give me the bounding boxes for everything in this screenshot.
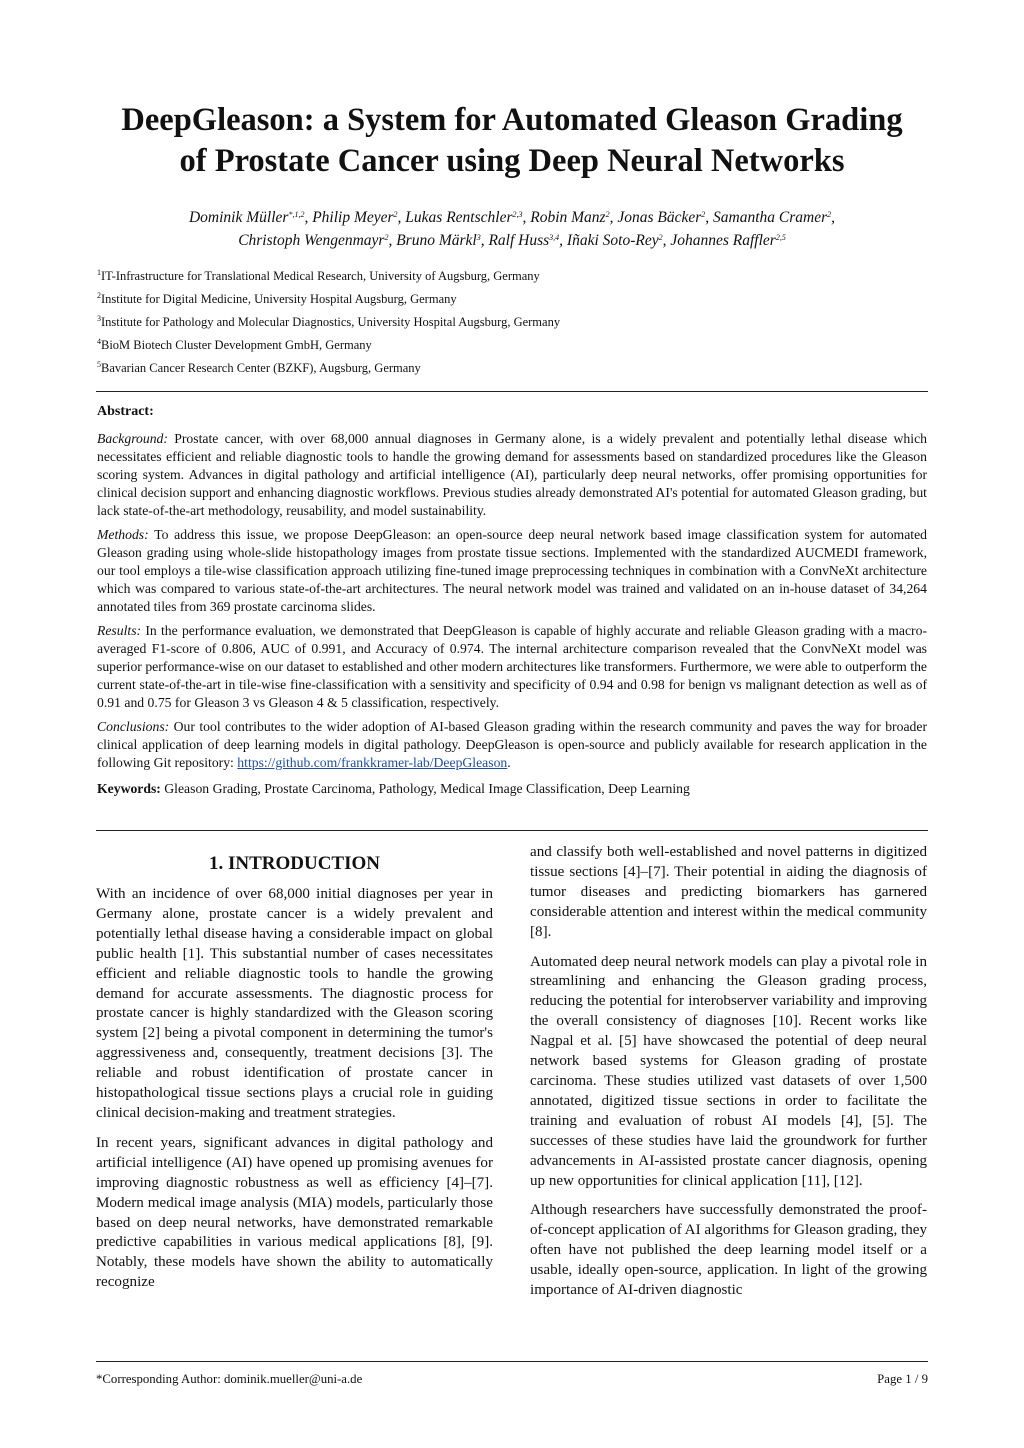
author-list xyxy=(60,206,964,252)
paragraph: With an incidence of over 68,000 initial diagnoses per year in Germany alone, prostate cancer is a widely prevalent and potentially lethal disease having a considerable impact on global public health [1]. This substantial number of cases necessitates efficient and reliable diagnostic tools to handle the growing demand for accurate assessments. The diagnostic process for prostate cancer is highly standardized with the Gleason scoring system [2] being a pivotal component in determining the tumor's aggressiveness and, consequently, treatment decisions [3]. The reliable and robust identification of prostate cancer in histopathological tissue sections plays a crucial role in guiding clinical decision-making and treatment strategies. xyxy=(96,886,493,1121)
title-line: DeepGleason: a System for Automated Gleason Grading xyxy=(121,102,903,138)
affiliation: $^2$Institute for Digital Medicine, University Hospital Augsburg, Germany xyxy=(97,291,457,306)
abstract-methods: Methods: To address this issue, we propose DeepGleason: an open-source deep neural network based image classification system for automated Gleason grading using whole-slide histopathology images from prostate tissue sections. Implemented with the standardized AUCMEDI framework, our tool employs a tile-wise classification approach utilizing fine-tuned image preprocessing techniques in combination with a ConvNeXt architecture which was compared to various state-of-the-art architectures. The neural network model was trained and validated on an in-house dataset of 34,264 annotated tiles from 369 prostate carcinoma slides. xyxy=(97,527,927,614)
divider xyxy=(96,830,928,831)
page-number: Page 1 / 9 xyxy=(877,1372,928,1386)
author: Ralf Huss$^{3,4}$, xyxy=(488,232,567,249)
affiliation: $^5$Bavarian Cancer Research Center (BZKF), Augsburg, Germany xyxy=(97,360,421,375)
author: Bruno Märkl$^3$, xyxy=(396,232,489,249)
author: Jonas Bäcker$^2$, xyxy=(617,209,714,226)
author-line xyxy=(60,229,964,252)
author: Dominik Müller$^{*,1,2}$, xyxy=(188,209,313,226)
affiliation: $^1$IT-Infrastructure for Translational Medical Research, University of Augsburg, Germany xyxy=(97,268,540,283)
paragraph: Although researchers have successfully demonstrated the proof-of-concept application of AI algorithms for Gleason grading, they often have not published the deep learning model itself or a usable, ideally open-source, application. In light of the growing importance of AI-driven diagnostic xyxy=(530,1202,927,1299)
author: Christoph Wengenmayr$^2$, xyxy=(238,232,397,249)
left-column xyxy=(96,852,493,1303)
section-heading: 1. INTRODUCTION xyxy=(208,853,381,874)
title-line: of Prostate Cancer using Deep Neural Networks xyxy=(179,143,845,179)
paragraph: Automated deep neural network models can play a pivotal role in streamlining and enhancing the Gleason grading process, reducing the potential for interobserver variability and improving the overall consistency of diagnoses [10]. Recent works like Nagpal et al. [5] have showcased the potential of deep neural network based systems for Gleason grading of prostate carcinoma. These studies utilized vast datasets of over 1,500 annotated, digitized tissue sections in order to facilitate the training and evaluation of robust AI models [4], [5]. The successes of these studies have laid the groundwork for further advancements in AI-assisted prostate cancer diagnosis, opening up new opportunities for clinical application [11], [12]. xyxy=(530,953,927,1189)
abstract-results: Results: In the performance evaluation, we demonstrated that DeepGleason is capable of highly accurate and reliable Gleason grading with a macro-averaged F1-score of 0.806, AUC of 0.991, and Accuracy of 0.974. The internal architecture comparison revealed that the ConvNeXt model was superior performance-wise on our dataset to established and other modern architectures like transformers. Furthermore, we were able to outperform the current state-of-the-art in tile-wise fine-classification with a sensitivity and specificity of 0.94 and 0.98 for benign vs malignant detection as well as of 0.91 and 0.75 for Gleason 3 vs Gleason 4 & 5 classification, respectively. xyxy=(97,623,927,710)
right-column xyxy=(530,843,927,1311)
affiliation: $^3$Institute for Pathology and Molecular Diagnostics, University Hospital Augsburg, Germany xyxy=(97,314,561,329)
affiliation-list xyxy=(97,265,560,380)
author-line xyxy=(60,206,964,229)
repository-link[interactable]: https://github.com/frankkramer-lab/DeepGleason xyxy=(237,755,508,770)
author: Lukas Rentschler$^{2,3}$, xyxy=(405,209,531,226)
abstract-section xyxy=(97,403,927,804)
paragraph: In recent years, significant advances in digital pathology and artificial intelligence (AI) have opened up promising avenues for improving diagnostic robustness as well as efficiency [4]–[7]. Modern medical image analysis (MIA) models, particularly those based on deep neural networks, have demonstrated remarkable predictive capabilities in various medical applications [8], [9]. Notably, these models have shown the ability to automatically recognize xyxy=(96,1134,493,1291)
author: Philip Meyer$^2$, xyxy=(312,209,406,226)
abstract-heading: Abstract: xyxy=(97,404,154,419)
affiliation: $^4$BioM Biotech Cluster Development GmbH, Germany xyxy=(97,337,372,352)
author: Iñaki Soto-Rey$^2$, xyxy=(566,232,671,249)
abstract-conclusions: Conclusions: Our tool contributes to the wider adoption of AI-based Gleason grading within the research community and paves the way for broader clinical application of deep learning models in digital pathology. DeepGleason is open-source and publicly available for research application in the following Git repository: https://github.com/frankkramer-lab/DeepGleason. xyxy=(97,719,927,770)
divider xyxy=(96,391,928,392)
abstract-background: Background: Prostate cancer, with over 68,000 annual diagnoses in Germany alone, is a widely prevalent and potentially lethal disease which necessitates efficient and reliable diagnostic tools to handle the growing demand for assessments based on standardized procedures like the Gleason scoring system. Advances in digital pathology and artificial intelligence (AI), particularly deep neural networks, offer promising opportunities for clinical decision support and enhancing diagnostic workflows. Previous studies already demonstrated AI's potential for automated Gleason grading, but lack state-of-the-art methodology, reusability, and model sustainability. xyxy=(97,431,927,518)
paper-title xyxy=(60,100,964,182)
corresponding-author: *Corresponding Author: dominik.mueller@uni-a.de xyxy=(96,1372,363,1386)
author: Robin Manz$^2$, xyxy=(530,209,618,226)
author: Samantha Cramer$^2$, xyxy=(713,209,836,226)
author: Johannes Raffler$^{2,5}$ xyxy=(670,232,786,249)
divider xyxy=(96,1361,928,1362)
paragraph: and classify both well-established and novel patterns in digitized tissue sections [4]–[7]. Their potential in aiding the diagnosis of tumor diseases and predicting biomarkers has garnered considerable attention and interest within the medical community [8]. xyxy=(530,844,927,940)
keywords: Keywords: Gleason Grading, Prostate Carcinoma, Pathology, Medical Image Classification, Deep Learning xyxy=(97,781,690,796)
